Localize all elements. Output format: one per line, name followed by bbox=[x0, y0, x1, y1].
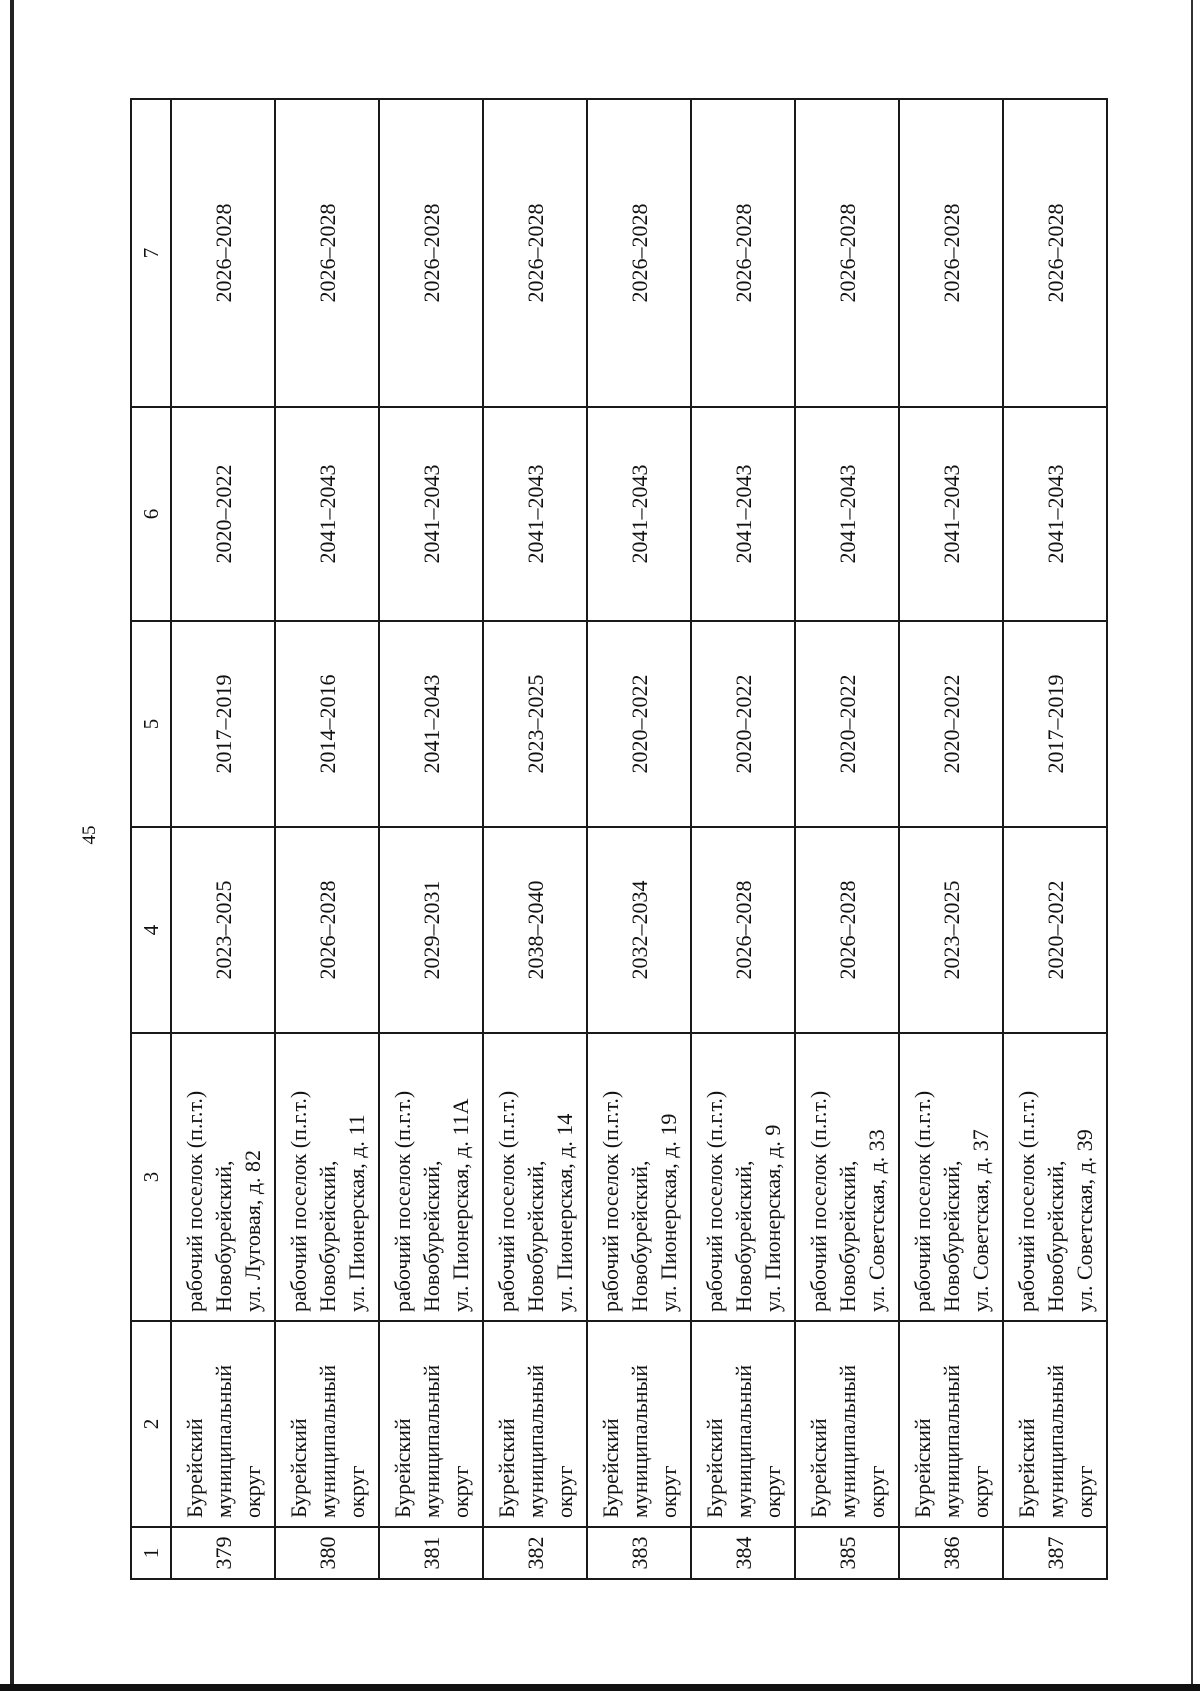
data-table bbox=[130, 98, 1108, 1580]
district-line: муниципальный bbox=[522, 1364, 548, 1518]
address-line: рабочий поселок (п.г.т.) bbox=[701, 1090, 727, 1312]
table-row bbox=[691, 99, 795, 1579]
address-line: Новобурейский, bbox=[522, 1160, 548, 1312]
period-cell-col7: 2026–2028 bbox=[379, 99, 483, 407]
district-line: округ bbox=[863, 1465, 889, 1518]
period-cell-col6: 2020–2022 bbox=[171, 407, 275, 621]
table-row bbox=[379, 99, 483, 1579]
address-line: рабочий поселок (п.г.т.) bbox=[181, 1090, 207, 1312]
address-cell bbox=[899, 1033, 1003, 1321]
period-cell-col7: 2026–2028 bbox=[899, 99, 1003, 407]
period-cell-col6: 2041–2043 bbox=[899, 407, 1003, 621]
period-cell-col4: 2023–2025 bbox=[171, 827, 275, 1033]
district-line: округ bbox=[239, 1465, 265, 1518]
district-cell bbox=[171, 1321, 275, 1527]
period-cell-col7: 2026–2028 bbox=[483, 99, 587, 407]
district-cell bbox=[275, 1321, 379, 1527]
district-line: округ bbox=[759, 1465, 785, 1518]
period-cell-col7: 2026–2028 bbox=[1003, 99, 1107, 407]
period-cell-col6: 2041–2043 bbox=[379, 407, 483, 621]
period-cell-col5: 2041–2043 bbox=[379, 621, 483, 827]
row-number-cell: 383 bbox=[587, 1527, 691, 1579]
district-cell bbox=[795, 1321, 899, 1527]
address-line: рабочий поселок (п.г.т.) bbox=[493, 1090, 519, 1312]
district-line: округ bbox=[447, 1465, 473, 1518]
address-line: ул. Луговая, д. 82 bbox=[239, 1149, 265, 1312]
header-row bbox=[131, 99, 171, 1579]
column-header: 7 bbox=[131, 99, 171, 407]
district-cell bbox=[379, 1321, 483, 1527]
address-line: ул. Пионерская, д. 11А bbox=[447, 1098, 473, 1312]
period-cell-col4: 2026–2028 bbox=[795, 827, 899, 1033]
address-line: ул. Советская, д. 33 bbox=[863, 1129, 889, 1312]
address-line: ул. Пионерская, д. 9 bbox=[759, 1124, 785, 1312]
row-number-cell: 387 bbox=[1003, 1527, 1107, 1579]
address-line: рабочий поселок (п.г.т.) bbox=[389, 1090, 415, 1312]
district-cell bbox=[691, 1321, 795, 1527]
address-cell bbox=[1003, 1033, 1107, 1321]
address-line: ул. Советская, д. 39 bbox=[1071, 1129, 1097, 1312]
district-line: муниципальный bbox=[834, 1364, 860, 1518]
address-cell bbox=[795, 1033, 899, 1321]
period-cell-col5: 2014–2016 bbox=[275, 621, 379, 827]
address-cell bbox=[587, 1033, 691, 1321]
period-cell-col6: 2041–2043 bbox=[795, 407, 899, 621]
row-number-cell: 382 bbox=[483, 1527, 587, 1579]
district-line: Бурейский bbox=[389, 1418, 415, 1518]
district-line: муниципальный bbox=[314, 1364, 340, 1518]
address-line: ул. Пионерская, д. 19 bbox=[655, 1113, 681, 1312]
address-line: Новобурейский, bbox=[834, 1160, 860, 1312]
column-header: 4 bbox=[131, 827, 171, 1033]
period-cell-col4: 2026–2028 bbox=[275, 827, 379, 1033]
address-cell bbox=[691, 1033, 795, 1321]
district-line: Бурейский bbox=[493, 1418, 519, 1518]
period-cell-col5: 2017–2019 bbox=[171, 621, 275, 827]
row-number-cell: 380 bbox=[275, 1527, 379, 1579]
period-cell-col7: 2026–2028 bbox=[795, 99, 899, 407]
column-header: 2 bbox=[131, 1321, 171, 1527]
page-edge-right bbox=[1191, 0, 1193, 1691]
district-line: Бурейский bbox=[701, 1418, 727, 1518]
period-cell-col5: 2017–2019 bbox=[1003, 621, 1107, 827]
address-line: ул. Пионерская, д. 11 bbox=[343, 1114, 369, 1312]
period-cell-col5: 2020–2022 bbox=[587, 621, 691, 827]
row-number-cell: 385 bbox=[795, 1527, 899, 1579]
address-line: рабочий поселок (п.г.т.) bbox=[1013, 1090, 1039, 1312]
row-number-cell: 381 bbox=[379, 1527, 483, 1579]
period-cell-col5: 2020–2022 bbox=[691, 621, 795, 827]
district-line: Бурейский bbox=[805, 1418, 831, 1518]
district-cell bbox=[483, 1321, 587, 1527]
table-row bbox=[1003, 99, 1107, 1579]
period-cell-col7: 2026–2028 bbox=[275, 99, 379, 407]
row-number-cell: 384 bbox=[691, 1527, 795, 1579]
column-header: 6 bbox=[131, 407, 171, 621]
row-number-cell: 386 bbox=[899, 1527, 1003, 1579]
column-header: 3 bbox=[131, 1033, 171, 1321]
address-cell bbox=[275, 1033, 379, 1321]
table-row bbox=[483, 99, 587, 1579]
district-cell bbox=[587, 1321, 691, 1527]
address-line: Новобурейский, bbox=[626, 1160, 652, 1312]
table-row bbox=[587, 99, 691, 1579]
period-cell-col6: 2041–2043 bbox=[691, 407, 795, 621]
district-line: муниципальный bbox=[1042, 1364, 1068, 1518]
district-line: Бурейский bbox=[285, 1418, 311, 1518]
district-line: Бурейский bbox=[181, 1418, 207, 1518]
address-line: Новобурейский, bbox=[938, 1160, 964, 1312]
address-line: рабочий поселок (п.г.т.) bbox=[597, 1090, 623, 1312]
period-cell-col4: 2029–2031 bbox=[379, 827, 483, 1033]
address-cell bbox=[379, 1033, 483, 1321]
period-cell-col4: 2032–2034 bbox=[587, 827, 691, 1033]
district-line: муниципальный bbox=[210, 1364, 236, 1518]
district-line: муниципальный bbox=[938, 1364, 964, 1518]
period-cell-col7: 2026–2028 bbox=[691, 99, 795, 407]
page-edge-left bbox=[10, 0, 14, 1691]
address-line: Новобурейский, bbox=[210, 1160, 236, 1312]
district-line: муниципальный bbox=[418, 1364, 444, 1518]
district-line: округ bbox=[551, 1465, 577, 1518]
address-line: рабочий поселок (п.г.т.) bbox=[909, 1090, 935, 1312]
address-line: ул. Пионерская, д. 14 bbox=[551, 1113, 577, 1312]
district-line: округ bbox=[1071, 1465, 1097, 1518]
address-line: Новобурейский, bbox=[730, 1160, 756, 1312]
district-line: Бурейский bbox=[597, 1418, 623, 1518]
address-line: Новобурейский, bbox=[418, 1160, 444, 1312]
column-header: 5 bbox=[131, 621, 171, 827]
table-row bbox=[795, 99, 899, 1579]
page-edge-bottom bbox=[0, 1684, 1200, 1691]
period-cell-col6: 2041–2043 bbox=[1003, 407, 1107, 621]
district-cell bbox=[899, 1321, 1003, 1527]
district-line: Бурейский bbox=[909, 1418, 935, 1518]
table-row bbox=[899, 99, 1003, 1579]
period-cell-col4: 2023–2025 bbox=[899, 827, 1003, 1033]
table-row bbox=[171, 99, 275, 1579]
period-cell-col7: 2026–2028 bbox=[587, 99, 691, 407]
period-cell-col6: 2041–2043 bbox=[587, 407, 691, 621]
period-cell-col4: 2020–2022 bbox=[1003, 827, 1107, 1033]
district-line: муниципальный bbox=[626, 1364, 652, 1518]
period-cell-col6: 2041–2043 bbox=[483, 407, 587, 621]
address-line: рабочий поселок (п.г.т.) bbox=[285, 1090, 311, 1312]
district-line: Бурейский bbox=[1013, 1418, 1039, 1518]
district-line: округ bbox=[343, 1465, 369, 1518]
address-line: ул. Советская, д. 37 bbox=[967, 1129, 993, 1312]
address-line: Новобурейский, bbox=[314, 1160, 340, 1312]
row-number-cell: 379 bbox=[171, 1527, 275, 1579]
period-cell-col4: 2026–2028 bbox=[691, 827, 795, 1033]
table-container bbox=[130, 100, 1097, 1580]
district-line: округ bbox=[967, 1465, 993, 1518]
table-row bbox=[275, 99, 379, 1579]
period-cell-col4: 2038–2040 bbox=[483, 827, 587, 1033]
period-cell-col5: 2023–2025 bbox=[483, 621, 587, 827]
district-line: муниципальный bbox=[730, 1364, 756, 1518]
district-cell bbox=[1003, 1321, 1107, 1527]
period-cell-col7: 2026–2028 bbox=[171, 99, 275, 407]
period-cell-col6: 2041–2043 bbox=[275, 407, 379, 621]
address-line: рабочий поселок (п.г.т.) bbox=[805, 1090, 831, 1312]
period-cell-col5: 2020–2022 bbox=[795, 621, 899, 827]
page-number: 45 bbox=[79, 825, 100, 845]
period-cell-col5: 2020–2022 bbox=[899, 621, 1003, 827]
address-cell bbox=[171, 1033, 275, 1321]
district-line: округ bbox=[655, 1465, 681, 1518]
address-cell bbox=[483, 1033, 587, 1321]
column-header: 1 bbox=[131, 1527, 171, 1579]
address-line: Новобурейский, bbox=[1042, 1160, 1068, 1312]
